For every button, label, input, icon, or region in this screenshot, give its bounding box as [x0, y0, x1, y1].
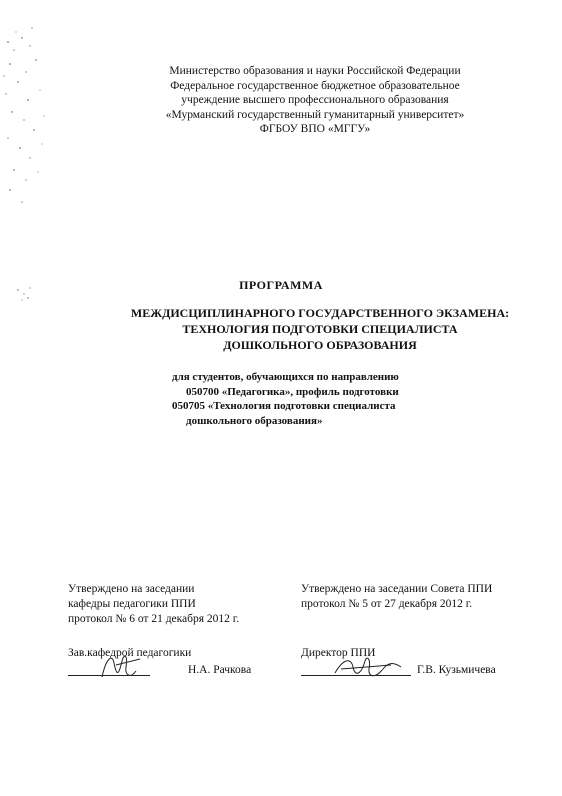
signature-line	[68, 661, 288, 679]
audience-block	[172, 370, 462, 428]
signer-role: Зав.кафедрой педагогики	[68, 647, 192, 659]
approval-line: Утверждено на заседании	[68, 583, 195, 595]
university-name-line: «Мурманский государственный гуманитарный университет»	[165, 108, 465, 121]
approval-line: протокол № 6 от 21 декабря 2012 г.	[68, 613, 240, 625]
exam-title-line: ТЕХНОЛОГИЯ ПОДГОТОВКИ СПЕЦИАЛИСТА	[182, 322, 458, 336]
institution-level-line: учреждение высшего профессионального образования	[181, 94, 449, 106]
department-approval	[68, 582, 288, 627]
exam-title	[100, 305, 540, 353]
council-approval	[301, 582, 541, 612]
signer-name: Г.В. Кузьмичева	[417, 664, 496, 676]
program-title: ПРОГРАММА	[239, 278, 323, 292]
scan-noise-margin	[0, 20, 60, 220]
approval-line: Утверждено на заседании Совета ППИ	[301, 583, 493, 595]
signer-name: Н.А. Рачкова	[188, 664, 252, 676]
university-abbrev-line: ФГБОУ ВПО «МГГУ»	[259, 123, 371, 135]
audience-line: для студентов, обучающихся по направлению	[172, 371, 399, 383]
approval-line: протокол № 5 от 27 декабря 2012 г.	[301, 598, 473, 610]
exam-title-line: МЕЖДИСЦИПЛИНАРНОГО ГОСУДАРСТВЕННОГО ЭКЗАМЕНА:	[130, 306, 510, 320]
director-signature-block	[301, 646, 541, 679]
institution-type-line: Федеральное государственное бюджетное образовательное	[170, 79, 460, 92]
signature-line	[301, 661, 541, 679]
exam-title-line: ДОШКОЛЬНОГО ОБРАЗОВАНИЯ	[223, 338, 417, 352]
audience-line: 050705 «Технология подготовки специалиста	[172, 400, 396, 412]
signer-role: Директор ППИ	[301, 647, 376, 659]
approval-line: кафедры педагогики ППИ	[68, 598, 196, 610]
head-of-department-signature-block	[68, 646, 288, 679]
audience-line: 050700 «Педагогика», профиль подготовки	[186, 385, 399, 398]
handwritten-signature	[331, 651, 411, 685]
audience-line: дошкольного образования»	[186, 414, 323, 427]
ministry-line: Министерство образования и науки Российской Федерации	[169, 65, 461, 77]
handwritten-signature	[96, 649, 156, 685]
ministry-header	[140, 64, 490, 137]
